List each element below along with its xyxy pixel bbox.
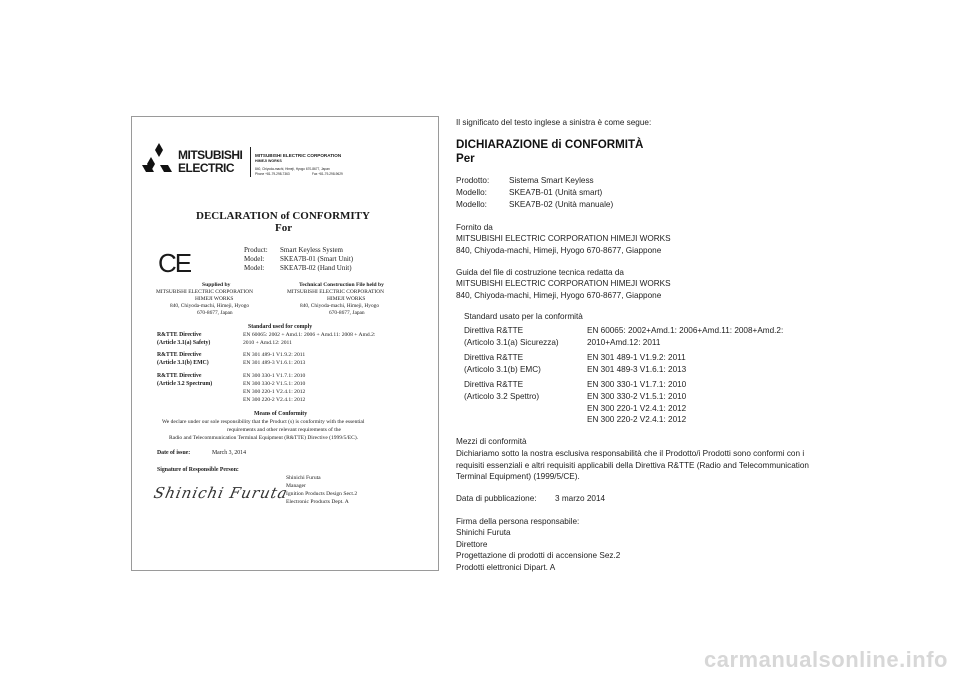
r1-standard-2: 2010 + Amd.12: 2011 (243, 340, 292, 346)
r1-directive: R&TTE Directive (157, 332, 202, 338)
corp-division: HIMEJI WORKS (255, 159, 282, 163)
it-r3-standard-1: EN 300 330-1 V1.7.1: 2010 (587, 380, 687, 389)
it-tech-line1: Guida del file di costruzione tecnica redatta da (456, 268, 624, 277)
it-date-value: 3 marzo 2014 (555, 494, 606, 503)
it-title: DICHIARAZIONE di CONFORMITÀ (456, 138, 644, 151)
signer-dept-1: Ignition Products Design Sect.2 (286, 491, 358, 497)
tech-file-line2: HIMEJI WORKS (327, 296, 366, 302)
it-r3-standard-3: EN 300 220-1 V2.4.1: 2012 (587, 404, 687, 413)
model-value-1: SKEA7B-01 (Smart Unit) (280, 255, 354, 263)
it-model-label-1: Modello: (456, 188, 487, 197)
it-model-label-2: Modello: (456, 200, 487, 209)
it-intro: Il significato del testo inglese a sinistra è come segue: (456, 118, 652, 127)
r3-article: (Article 3.2 Spectrum) (157, 381, 213, 387)
it-r3-standard-4: EN 300 220-2 V2.4.1: 2012 (587, 415, 687, 424)
it-title-per: Per (456, 152, 475, 165)
it-r2-article: (Articolo 3.1(b) EMC) (464, 365, 541, 374)
it-product-value: Sistema Smart Keyless (509, 176, 594, 185)
tech-file-line1: MITSUBISHI ELECTRIC CORPORATION (287, 289, 385, 295)
it-means-line4: Terminal Equipment) (1999/5/CE). (456, 472, 580, 481)
cert-title: DECLARATION of CONFORMITY (196, 210, 370, 222)
it-r1-standard-1: EN 60065: 2002+Amd.1: 2006+Amd.11: 2008+Amd.2: (587, 326, 784, 335)
it-r1-standard-2: 2010+Amd.12: 2011 (587, 338, 661, 347)
corp-name: MITSUBISHI ELECTRIC CORPORATION (255, 153, 342, 158)
cert-title-for: For (275, 222, 293, 234)
it-tech-line2: MITSUBISHI ELECTRIC CORPORATION HIMEJI WORKS (456, 279, 671, 288)
ce-mark-icon: CE (158, 248, 191, 278)
r3-standard-1: EN 300 330-1 V1.7.1: 2010 (243, 373, 306, 379)
corp-phone: Phone +81-79-298-7363 (255, 172, 290, 176)
it-r2-standard-1: EN 301 489-1 V1.9.2: 2011 (587, 353, 686, 362)
it-signature-line5: Prodotti elettronici Dipart. A (456, 563, 556, 572)
r2-article: (Article 3.1(b) EMC) (157, 360, 209, 366)
it-model-value-2: SKEA7B-02 (Unità manuale) (509, 200, 614, 209)
logo-divider (250, 147, 251, 177)
r2-directive: R&TTE Directive (157, 352, 202, 358)
it-product-label: Prodotto: (456, 176, 490, 185)
it-supplied-line1: Fornito da (456, 223, 493, 232)
logo-text-line2: ELECTRIC (178, 161, 234, 175)
it-r2-standard-2: EN 301 489-3 V1.6.1: 2013 (587, 365, 687, 374)
it-model-value-1: SKEA7B-01 (Unità smart) (509, 188, 603, 197)
product-value: Smart Keyless System (280, 246, 343, 254)
supplied-by-line4: 670-8677, Japan (197, 310, 233, 316)
date-value: March 3, 2014 (212, 450, 246, 456)
tech-file-line4: 670-8677, Japan (329, 310, 365, 316)
product-label: Product: (244, 246, 268, 254)
signer-title: Manager (286, 483, 306, 489)
supplied-by-heading: Supplied by (202, 282, 231, 288)
it-r2-directive: Direttiva R&TTE (464, 353, 524, 362)
means-heading: Means of Conformity (254, 411, 308, 417)
r1-article: (Article 3.1(a) Safety) (157, 340, 211, 346)
it-supplied-line2: MITSUBISHI ELECTRIC CORPORATION HIMEJI WORKS (456, 234, 671, 243)
mitsubishi-logo-icon (142, 143, 176, 173)
means-line3: Radio and Telecommunication Terminal Equipment (R&TTE) Directive (1999/5/EC). (169, 435, 359, 441)
it-tech-line3: 840, Chiyoda-machi, Himeji, Hyogo 670-8677, Giappone (456, 291, 662, 300)
date-label: Date of issue: (157, 450, 191, 456)
means-line1: We declare under our sole responsibility that the Product (s) is conformity with the essential (162, 419, 365, 425)
it-date-label: Data di pubblicazione: (456, 494, 537, 503)
r1-standard-1: EN 60065: 2002 + Amd.1: 2006 + Amd.11: 2008 + Amd.2: (243, 332, 376, 338)
model-label-1: Model: (244, 255, 265, 263)
signer-dept-2: Electronic Products Dept. A (286, 499, 349, 505)
it-signature-line1: Firma della persona responsabile: (456, 517, 580, 526)
it-means-line3: requisiti essenziali e altri requisiti applicabili della Direttiva R&TTE (Radio and Telecommunication (456, 461, 809, 470)
tech-file-heading: Technical Construction File held by (299, 282, 384, 288)
it-signature-line2: Shinichi Furuta (456, 528, 511, 537)
it-r3-standard-2: EN 300 330-2 V1.5.1: 2010 (587, 392, 687, 401)
supplied-by-line2: HIMEJI WORKS (195, 296, 234, 302)
it-r1-directive: Direttiva R&TTE (464, 326, 524, 335)
logo-text-line1: MITSUBISHI (178, 148, 243, 162)
handwritten-signature: Shinichi Furuta (152, 484, 290, 502)
r3-standard-3: EN 300 220-1 V2.4.1: 2012 (243, 389, 306, 395)
signature-label: Signature of Responsible Person: (157, 467, 239, 473)
site-watermark: carmanualsonline.info (704, 647, 948, 672)
declaration-certificate (131, 116, 439, 571)
it-r3-article: (Articolo 3.2 Spettro) (464, 392, 540, 401)
tech-file-line3: 840, Chiyoda-machi, Himeji, Hyogo (300, 303, 380, 309)
signer-name: Shinichi Furuta (286, 475, 321, 481)
corp-fax: Fax +81-79-298-9629 (312, 172, 343, 176)
r2-standard-1: EN 301 489-1 V1.9.2: 2011 (243, 352, 306, 358)
standard-heading: Standard used for comply (248, 324, 313, 330)
it-signature-line4: Progettazione di prodotti di accensione Sez.2 (456, 551, 621, 560)
r3-standard-2: EN 300 330-2 V1.5.1: 2010 (243, 381, 306, 387)
it-r1-article: (Articolo 3.1(a) Sicurezza) (464, 338, 559, 347)
it-means-line1: Mezzi di conformità (456, 437, 527, 446)
r3-directive: R&TTE Directive (157, 373, 202, 379)
supplied-by-line3: 840, Chiyoda-machi, Himeji, Hyogo (170, 303, 250, 309)
it-r3-directive: Direttiva R&TTE (464, 380, 524, 389)
it-standard-heading: Standard usato per la conformità (464, 312, 583, 321)
r3-standard-4: EN 300 220-2 V2.4.1: 2012 (243, 397, 306, 403)
model-label-2: Model: (244, 264, 265, 272)
it-supplied-line3: 840, Chiyoda-machi, Himeji, Hyogo 670-8677, Giappone (456, 246, 662, 255)
it-means-line2: Dichiariamo sotto la nostra esclusiva responsabilità che il Prodotto/i Prodotti sono conformi con i (456, 449, 805, 458)
supplied-by-line1: MITSUBISHI ELECTRIC CORPORATION (156, 289, 254, 295)
it-signature-line3: Direttore (456, 540, 488, 549)
means-line2: requirements and other relevant requirements of the (227, 427, 341, 433)
model-value-2: SKEA7B-02 (Hand Unit) (280, 264, 352, 272)
r2-standard-2: EN 301 489-3 V1.6.1: 2013 (243, 360, 306, 366)
corp-address: 840, Chiyoda-machi, Himeji, Hyogo 670-8677, Japan (255, 167, 330, 171)
